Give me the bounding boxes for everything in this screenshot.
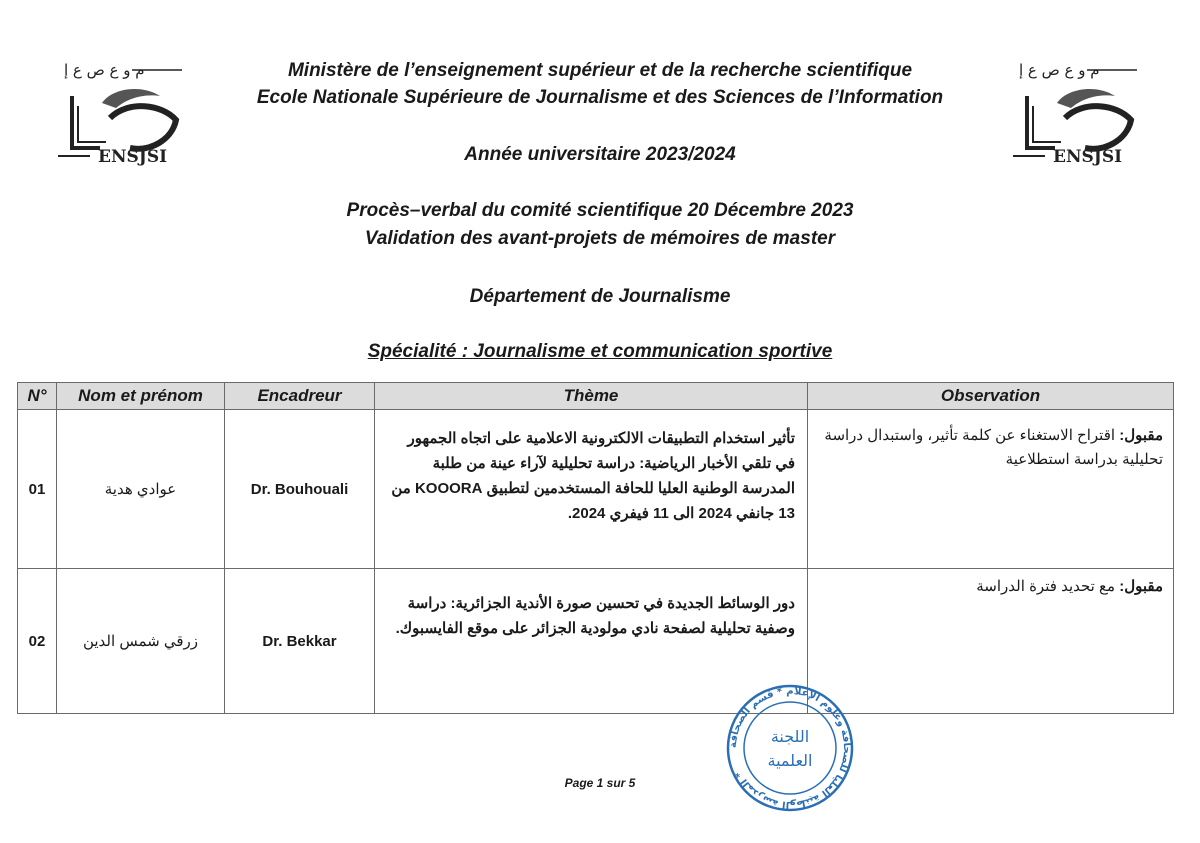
- observation-label: مقبول:: [1119, 427, 1163, 444]
- row-number: 02: [18, 569, 57, 714]
- validation-title: Validation des avant-projets de mémoires de master: [364, 228, 836, 249]
- committee-stamp: [706, 684, 874, 812]
- header-observation: Observation: [808, 383, 1174, 410]
- school-title: Ecole Nationale Supérieure de Journalisme et des Sciences de l’Information: [256, 87, 944, 108]
- page-number: Page 1 sur 5: [564, 776, 636, 790]
- header-supervisor: Encadreur: [225, 383, 375, 410]
- svg-text:ENSJSI: ENSJSI: [98, 147, 168, 167]
- academic-year: Année universitaire 2023/2024: [464, 144, 736, 165]
- specialty-title: Spécialité : Journalisme et communication sportive: [367, 341, 833, 362]
- ministry-title: Ministère de l’enseignement supérieur et de la recherche scientifique: [287, 60, 913, 81]
- table-header-row: [18, 383, 1174, 410]
- observation-text: اقتراح الاستغناء عن كلمة تأثير، واستبدال دراسة تحليلية بدراسة استطلاعية: [824, 427, 1163, 468]
- svg-text:العلمية: العلمية: [767, 751, 813, 770]
- thesis-theme: دور الوسائط الجديدة في تحسين صورة الأندية الجزائرية: دراسة وصفية تحليلية لصفحة نادي مولودية الجزائر على موقع الفايسبوك.: [375, 569, 808, 714]
- student-name: عوادي هدية: [57, 410, 225, 569]
- table-row: [18, 569, 1174, 714]
- header-theme: Thème: [375, 383, 808, 410]
- observation-label: مقبول:: [1119, 578, 1163, 595]
- row-number: 01: [18, 410, 57, 569]
- student-name: زرقي شمس الدين: [57, 569, 225, 714]
- svg-text:ENSJSI: ENSJSI: [1053, 147, 1123, 167]
- table-row: [18, 410, 1174, 569]
- minutes-title: Procès–verbal du comité scientifique 20 Décembre 2023: [346, 200, 854, 221]
- projects-table: [17, 382, 1174, 714]
- svg-text:م و ع ص ع إ: م و ع ص ع إ: [1019, 61, 1100, 79]
- thesis-theme: تأثير استخدام التطبيقات الالكترونية الاعلامية على اتجاه الجمهور في تلقي الأخبار الرياضية: دراسة تحليلية لآراء عينة من طلبة المدرسة الوطنية العليا للحافة المستخدمين لتطبيق KOOORA من 13 جانفي 2024 الى 11 فيفري 2024.: [375, 410, 808, 569]
- supervisor-name: Dr. Bouhouali: [225, 410, 375, 569]
- supervisor-name: Dr. Bekkar: [225, 569, 375, 714]
- department-title: Département de Journalisme: [469, 286, 731, 307]
- stamp-icon: [706, 684, 874, 812]
- header-number: N°: [18, 383, 57, 410]
- header-name: Nom et prénom: [57, 383, 225, 410]
- svg-text:م و ع ص ع إ: م و ع ص ع إ: [64, 61, 145, 79]
- observation: [808, 410, 1174, 569]
- svg-text:المدرسة الوطنية العليا للصحافة: المدرسة الوطنية العليا للصحافة وعلوم الإعلام * قسم الصحافة *: [727, 685, 853, 811]
- observation-text: مع تحديد فترة الدراسة: [976, 578, 1120, 595]
- svg-text:اللجنة: اللجنة: [770, 727, 810, 746]
